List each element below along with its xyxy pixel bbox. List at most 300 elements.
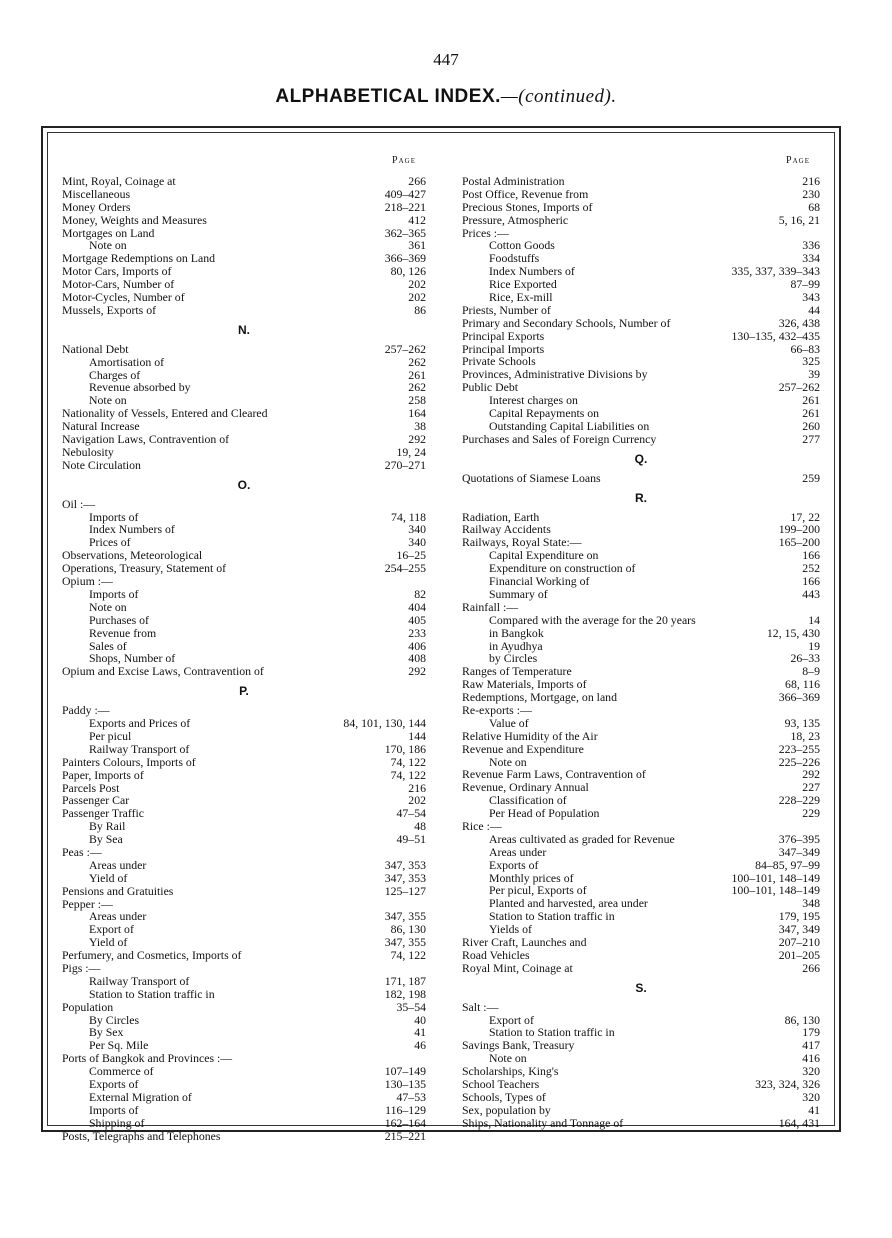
entry-text: Yields of xyxy=(489,922,532,937)
entry-pages: 100–101, 148–149 xyxy=(731,883,820,898)
entry-text: School Teachers xyxy=(462,1077,540,1091)
entry-pages: 261 xyxy=(802,406,820,421)
entry-text: Parcels Post xyxy=(62,780,120,795)
entry-pages: 12, 15, 430 xyxy=(766,625,820,640)
entry-pages: 270–271 xyxy=(384,457,426,472)
entry-pages: 84–85, 97–99 xyxy=(755,857,820,872)
entry-text: Station to Station traffic in xyxy=(489,909,615,924)
entry-text: Capital Repayments on xyxy=(489,406,600,421)
entry-pages: 408 xyxy=(408,651,426,666)
entry-pages: 93, 135 xyxy=(784,715,820,730)
entry-text: Yield of xyxy=(89,870,128,885)
entry-text: Public Debt xyxy=(462,380,519,395)
entry-text: Index Numbers of xyxy=(89,522,175,537)
entry-pages: 326, 438 xyxy=(778,315,820,330)
entry-pages: 74, 118 xyxy=(391,509,426,524)
index-entry xyxy=(62,575,426,588)
index-entry xyxy=(462,304,820,317)
entry-text: Compared with the average for the 20 years xyxy=(489,612,696,627)
entry-text: Areas under xyxy=(89,857,147,872)
index-subentry xyxy=(462,859,820,872)
entry-pages: 202 xyxy=(408,793,426,808)
entry-text: Paddy :— xyxy=(62,703,110,718)
entry-text: By Circles xyxy=(89,1012,140,1027)
index-subentry xyxy=(62,988,426,1001)
entry-pages: 84, 101, 130, 144 xyxy=(343,716,426,731)
entry-pages: 80, 126 xyxy=(390,264,426,279)
entry-pages: 202 xyxy=(408,290,426,305)
index-entry xyxy=(462,201,820,214)
entry-text: Road Vehicles xyxy=(462,947,530,962)
entry-pages: 262 xyxy=(408,380,426,395)
entry-pages: 162–164 xyxy=(384,1115,426,1130)
entry-text: Provinces, Administrative Divisions by xyxy=(462,367,648,382)
entry-pages: 44 xyxy=(808,302,820,317)
entry-pages: 225–226 xyxy=(778,754,820,769)
section-letter: S. xyxy=(635,980,647,995)
entry-text: Imports of xyxy=(89,1102,139,1117)
entry-pages: 334 xyxy=(802,251,820,266)
entry-pages: 16–25 xyxy=(396,548,426,563)
entry-pages: 347, 355 xyxy=(384,909,426,924)
index-entry xyxy=(62,446,426,459)
entry-text: By Rail xyxy=(89,819,126,834)
entry-text: Purchases and Sales of Foreign Currency xyxy=(462,431,657,446)
index-entry xyxy=(462,214,820,227)
entry-pages: 66–83 xyxy=(790,341,820,356)
entry-pages: 230 xyxy=(802,186,820,201)
entry-text: Money, Weights and Measures xyxy=(62,212,207,227)
entry-text: Purchases of xyxy=(89,612,149,627)
entry-pages: 171, 187 xyxy=(384,973,426,988)
index-entry xyxy=(462,936,820,949)
entry-pages: 347, 353 xyxy=(384,870,426,885)
entry-text: Shipping of xyxy=(89,1115,145,1130)
index-subentry xyxy=(62,614,426,627)
section-letter: Q. xyxy=(634,451,648,466)
entry-text: Revenue Farm Laws, Contravention of xyxy=(462,767,646,782)
entry-text: By Sex xyxy=(89,1025,124,1040)
entry-pages: 362–365 xyxy=(384,225,426,240)
entry-text: Population xyxy=(62,999,114,1014)
entry-pages: 165–200 xyxy=(778,535,820,550)
entry-text: Opium :— xyxy=(62,574,113,589)
entry-pages: 100–101, 148–149 xyxy=(731,870,820,885)
entry-text: Sales of xyxy=(89,638,127,653)
entry-pages: 179 xyxy=(802,1025,820,1040)
page-number: 447 xyxy=(433,50,459,69)
entry-pages: 17, 22 xyxy=(790,509,820,524)
index-entry xyxy=(462,1001,820,1014)
entry-pages: 416 xyxy=(802,1051,820,1066)
entry-pages: 347, 353 xyxy=(384,857,426,872)
entry-text: Per picul, Exports of xyxy=(489,883,587,898)
entry-pages: 347, 349 xyxy=(778,922,820,937)
index-subentry xyxy=(62,601,426,614)
entry-text: Peas :— xyxy=(62,844,102,859)
entry-pages: 347–349 xyxy=(778,844,820,859)
entry-text: Amortisation of xyxy=(89,354,165,369)
entry-pages: 261 xyxy=(802,393,820,408)
entry-pages: 376–395 xyxy=(778,831,820,846)
entry-text: Areas under xyxy=(89,909,147,924)
entry-text: External Migration of xyxy=(89,1089,192,1104)
entry-pages: 257–262 xyxy=(778,380,820,395)
entry-pages: 68 xyxy=(808,199,820,214)
entry-pages: 5, 16, 21 xyxy=(778,212,820,227)
entry-text: Prices of xyxy=(89,535,131,550)
entry-pages: 86, 130 xyxy=(390,922,426,937)
entry-pages: 366–369 xyxy=(778,690,820,705)
entry-pages: 68, 116 xyxy=(785,677,820,692)
entry-text: Imports of xyxy=(89,509,139,524)
entry-pages: 38 xyxy=(414,419,426,434)
entry-pages: 74, 122 xyxy=(390,754,426,769)
entry-text: Redemptions, Mortgage, on land xyxy=(462,690,617,705)
entry-pages: 179, 195 xyxy=(778,909,820,924)
entry-pages: 254–255 xyxy=(384,561,426,576)
index-entry xyxy=(462,1117,820,1130)
index-subentry xyxy=(462,575,820,588)
index-subentry xyxy=(62,859,426,872)
entry-text: Radiation, Earth xyxy=(462,509,540,524)
entry-pages: 164, 431 xyxy=(778,1115,820,1130)
entry-text: Exports and Prices of xyxy=(89,716,191,731)
entry-pages: 170, 186 xyxy=(384,741,426,756)
index-entry xyxy=(462,704,820,717)
entry-text: Mortgage Redemptions on Land xyxy=(62,251,216,266)
entry-text: By Sea xyxy=(89,832,123,847)
index-entry xyxy=(62,756,426,769)
entry-pages: 292 xyxy=(802,767,820,782)
entry-pages: 199–200 xyxy=(778,522,820,537)
entry-pages: 261 xyxy=(408,367,426,382)
index-subentry xyxy=(462,833,820,846)
entry-pages: 320 xyxy=(802,1064,820,1079)
entry-text: Pensions and Gratuities xyxy=(62,883,174,898)
entry-pages: 86 xyxy=(414,302,426,317)
entry-pages: 292 xyxy=(408,664,426,679)
index-subentry xyxy=(62,975,426,988)
index-entry xyxy=(462,188,820,201)
entry-text: Revenue from xyxy=(89,625,157,640)
index-entry xyxy=(62,214,426,227)
entry-pages: 277 xyxy=(802,431,820,446)
entry-text: Salt :— xyxy=(462,999,499,1014)
entry-text: Monthly prices of xyxy=(489,870,574,885)
entry-text: Sex, population by xyxy=(462,1102,551,1117)
entry-text: in Ayudhya xyxy=(489,638,543,653)
entry-text: Note on xyxy=(89,238,127,253)
index-entry xyxy=(462,1104,820,1117)
entry-text: Money Orders xyxy=(62,199,131,214)
page-column-label: Page xyxy=(392,155,416,166)
left-column xyxy=(62,150,426,1142)
index-subentry xyxy=(62,1117,426,1130)
entry-pages: 216 xyxy=(802,174,820,188)
entry-text: Rainfall :— xyxy=(462,599,519,614)
entry-pages: 41 xyxy=(414,1025,426,1040)
index-subentry xyxy=(62,588,426,601)
section-letter: R. xyxy=(635,490,647,505)
index-entry xyxy=(62,665,426,678)
entry-text: Station to Station traffic in xyxy=(489,1025,615,1040)
index-entry xyxy=(62,304,426,317)
entry-pages: 258 xyxy=(408,393,426,408)
entry-pages: 41 xyxy=(808,1102,820,1117)
entry-pages: 8–9 xyxy=(802,664,820,679)
entry-pages: 320 xyxy=(802,1089,820,1104)
entry-pages: 130–135 xyxy=(384,1077,426,1091)
entry-pages: 405 xyxy=(408,612,426,627)
entry-pages: 347, 355 xyxy=(384,935,426,950)
entry-text: Commerce of xyxy=(89,1064,154,1079)
index-subentry xyxy=(462,627,820,640)
entry-pages: 366–369 xyxy=(384,251,426,266)
entry-pages: 46 xyxy=(414,1038,426,1053)
entry-text: Principal Exports xyxy=(462,328,545,343)
index-subentry xyxy=(62,356,426,369)
entry-text: Mussels, Exports of xyxy=(62,302,157,317)
section-letter: P. xyxy=(239,684,249,699)
entry-text: Motor Cars, Imports of xyxy=(62,264,172,279)
entry-pages: 19 xyxy=(808,638,820,653)
entry-pages: 233 xyxy=(408,625,426,640)
index-title-main: ALPHABETICAL INDEX. xyxy=(275,86,501,107)
entry-text: Expenditure on construction of xyxy=(489,561,636,576)
index-entry xyxy=(62,188,426,201)
entry-text: Summary of xyxy=(489,586,548,601)
entry-text: Per Head of Population xyxy=(489,806,600,821)
entry-text: Postal Administration xyxy=(462,174,565,188)
entry-text: Capital Expenditure on xyxy=(489,548,599,563)
entry-text: Exports of xyxy=(489,857,539,872)
index-entry xyxy=(62,498,426,511)
entry-text: Revenue, Ordinary Annual xyxy=(462,780,589,795)
index-entry xyxy=(462,433,820,446)
index-entry xyxy=(62,175,426,188)
index-entry xyxy=(62,1130,426,1143)
index-entry xyxy=(62,562,426,575)
entry-pages: 260 xyxy=(802,418,820,433)
entry-text: Operations, Treasury, Statement of xyxy=(62,561,227,576)
index-entry xyxy=(62,1001,426,1014)
entry-text: Prices :— xyxy=(462,225,509,240)
entry-text: Areas cultivated as graded for Revenue xyxy=(489,831,675,846)
entry-pages: 223–255 xyxy=(778,741,820,756)
entry-text: Areas under xyxy=(489,844,547,859)
index-subentry xyxy=(462,614,820,627)
entry-pages: 48 xyxy=(414,819,426,834)
entry-pages: 19, 24 xyxy=(396,444,426,459)
entry-pages: 39 xyxy=(808,367,820,382)
index-subentry xyxy=(462,291,820,304)
entry-pages: 201–205 xyxy=(778,947,820,962)
entry-pages: 262 xyxy=(408,354,426,369)
entry-pages: 125–127 xyxy=(384,883,426,898)
entry-pages: 417 xyxy=(802,1038,820,1053)
entry-text: Rice, Ex-mill xyxy=(489,290,553,305)
entry-text: Posts, Telegraphs and Telephones xyxy=(62,1128,221,1143)
index-entry xyxy=(462,820,820,833)
entry-pages: 348 xyxy=(802,896,820,911)
entry-text: Pepper :— xyxy=(62,896,113,911)
entry-text: Index Numbers of xyxy=(489,264,575,279)
entry-text: Post Office, Revenue from xyxy=(462,186,589,201)
entry-pages: 18, 23 xyxy=(790,728,820,743)
index-entry xyxy=(462,743,820,756)
index-entry xyxy=(462,949,820,962)
index-subentry xyxy=(62,730,426,743)
entry-text: Royal Mint, Coinage at xyxy=(462,960,573,975)
entry-text: Observations, Meteorological xyxy=(62,548,203,563)
entry-text: Rice :— xyxy=(462,818,502,833)
index-title xyxy=(0,86,892,108)
entry-text: Nationality of Vessels, Entered and Cleared xyxy=(62,406,268,421)
index-entry xyxy=(62,846,426,859)
entry-pages: 107–149 xyxy=(384,1064,426,1079)
entry-pages: 227 xyxy=(802,780,820,795)
index-entry xyxy=(462,472,820,485)
index-entry xyxy=(462,1078,820,1091)
entry-text: Pigs :— xyxy=(62,960,101,975)
right-entries xyxy=(462,175,820,1130)
entry-pages: 266 xyxy=(408,174,426,188)
index-subentry xyxy=(462,807,820,820)
entry-text: Precious Stones, Imports of xyxy=(462,199,593,214)
entry-text: Miscellaneous xyxy=(62,186,131,201)
entry-pages: 26–33 xyxy=(790,651,820,666)
entry-pages: 404 xyxy=(408,599,426,614)
index-entry xyxy=(462,1091,820,1104)
entry-text: Note Circulation xyxy=(62,457,141,472)
entry-text: Railway Transport of xyxy=(89,741,190,756)
entry-text: Cotton Goods xyxy=(489,238,555,253)
entry-text: Railways, Royal State:— xyxy=(462,535,582,550)
entry-pages: 215–221 xyxy=(384,1128,426,1143)
index-entry xyxy=(462,730,820,743)
entry-text: Exports of xyxy=(89,1077,139,1091)
entry-pages: 207–210 xyxy=(778,934,820,949)
entry-text: Relative Humidity of the Air xyxy=(462,728,598,743)
entry-text: Oil :— xyxy=(62,496,96,511)
entry-text: Value of xyxy=(489,715,529,730)
entry-text: Charges of xyxy=(89,367,141,382)
index-subentry xyxy=(62,627,426,640)
entry-text: Raw Materials, Imports of xyxy=(462,677,587,692)
entry-pages: 343 xyxy=(802,290,820,305)
entry-pages: 325 xyxy=(802,354,820,369)
entry-text: Painters Colours, Imports of xyxy=(62,754,196,769)
entry-text: Railway Transport of xyxy=(89,973,190,988)
entry-text: Priests, Number of xyxy=(462,302,551,317)
index-subentry xyxy=(62,872,426,885)
section-letter: O. xyxy=(237,477,251,492)
entry-pages: 202 xyxy=(408,277,426,292)
entry-pages: 182, 198 xyxy=(384,986,426,1001)
index-title-continued: —(continued). xyxy=(500,86,617,107)
index-entry xyxy=(62,949,426,962)
index-subentry xyxy=(462,407,820,420)
entry-text: Scholarships, King's xyxy=(462,1064,559,1079)
entry-pages: 14 xyxy=(808,612,820,627)
index-subentry xyxy=(62,1078,426,1091)
entry-pages: 340 xyxy=(408,535,426,550)
entry-text: Per picul xyxy=(89,728,132,743)
entry-text: Navigation Laws, Contravention of xyxy=(62,432,230,447)
entry-pages: 323, 324, 326 xyxy=(755,1077,820,1091)
entry-text: Planted and harvested, area under xyxy=(489,896,648,911)
index-entry xyxy=(62,962,426,975)
entry-text: Note on xyxy=(89,599,127,614)
entry-text: Imports of xyxy=(89,586,139,601)
entry-text: Schools, Types of xyxy=(462,1089,546,1104)
entry-text: Perfumery, and Cosmetics, Imports of xyxy=(62,948,242,963)
entry-pages: 292 xyxy=(408,432,426,447)
entry-pages: 443 xyxy=(802,586,820,601)
entry-text: by Circles xyxy=(489,651,538,666)
entry-text: Revenue and Expenditure xyxy=(462,741,584,756)
entry-pages: 266 xyxy=(802,960,820,975)
index-subentry xyxy=(462,588,820,601)
index-subentry xyxy=(62,1104,426,1117)
entry-pages: 164 xyxy=(408,406,426,421)
entry-text: Outstanding Capital Liabilities on xyxy=(489,418,650,433)
entry-pages: 229 xyxy=(802,806,820,821)
entry-text: Natural Increase xyxy=(62,419,140,434)
entry-pages: 47–54 xyxy=(396,806,426,821)
entry-text: Passenger Traffic xyxy=(62,806,145,821)
index-subentry xyxy=(462,846,820,859)
entry-text: Principal Imports xyxy=(462,341,545,356)
index-entry xyxy=(462,175,820,188)
entry-pages: 335, 337, 339–343 xyxy=(731,264,820,279)
entry-pages: 35–54 xyxy=(396,999,426,1014)
entry-text: Rice Exported xyxy=(489,277,557,292)
entry-text: Financial Working of xyxy=(489,574,590,589)
entry-pages: 252 xyxy=(802,561,820,576)
entry-text: Ships, Nationality and Tonnage of xyxy=(462,1115,624,1130)
entry-text: Shops, Number of xyxy=(89,651,176,666)
entry-text: Nebulosity xyxy=(62,444,114,459)
entry-pages: 82 xyxy=(414,586,426,601)
entry-text: Mortgages on Land xyxy=(62,225,155,240)
index-entry xyxy=(462,317,820,330)
entry-text: Export of xyxy=(489,1012,534,1027)
entry-text: in Bangkok xyxy=(489,625,544,640)
entry-pages: 257–262 xyxy=(384,341,426,356)
entry-pages: 49–51 xyxy=(396,832,426,847)
entry-text: Note on xyxy=(89,393,127,408)
entry-text: Re-exports :— xyxy=(462,702,532,717)
entry-text: Motor-Cycles, Number of xyxy=(62,290,185,305)
index-entry xyxy=(62,459,426,472)
index-entry xyxy=(62,769,426,782)
index-subentry xyxy=(462,420,820,433)
entry-pages: 47–53 xyxy=(396,1089,426,1104)
entry-text: Station to Station traffic in xyxy=(89,986,215,1001)
index-entry xyxy=(62,885,426,898)
entry-text: Pressure, Atmospheric xyxy=(462,212,569,227)
entry-text: Ranges of Temperature xyxy=(462,664,572,679)
index-entry xyxy=(62,433,426,446)
entry-pages: 406 xyxy=(408,638,426,653)
entry-text: Export of xyxy=(89,922,134,937)
index-subentry xyxy=(62,833,426,846)
entry-pages: 144 xyxy=(408,728,426,743)
index-entry xyxy=(62,291,426,304)
entry-text: Railway Accidents xyxy=(462,522,551,537)
